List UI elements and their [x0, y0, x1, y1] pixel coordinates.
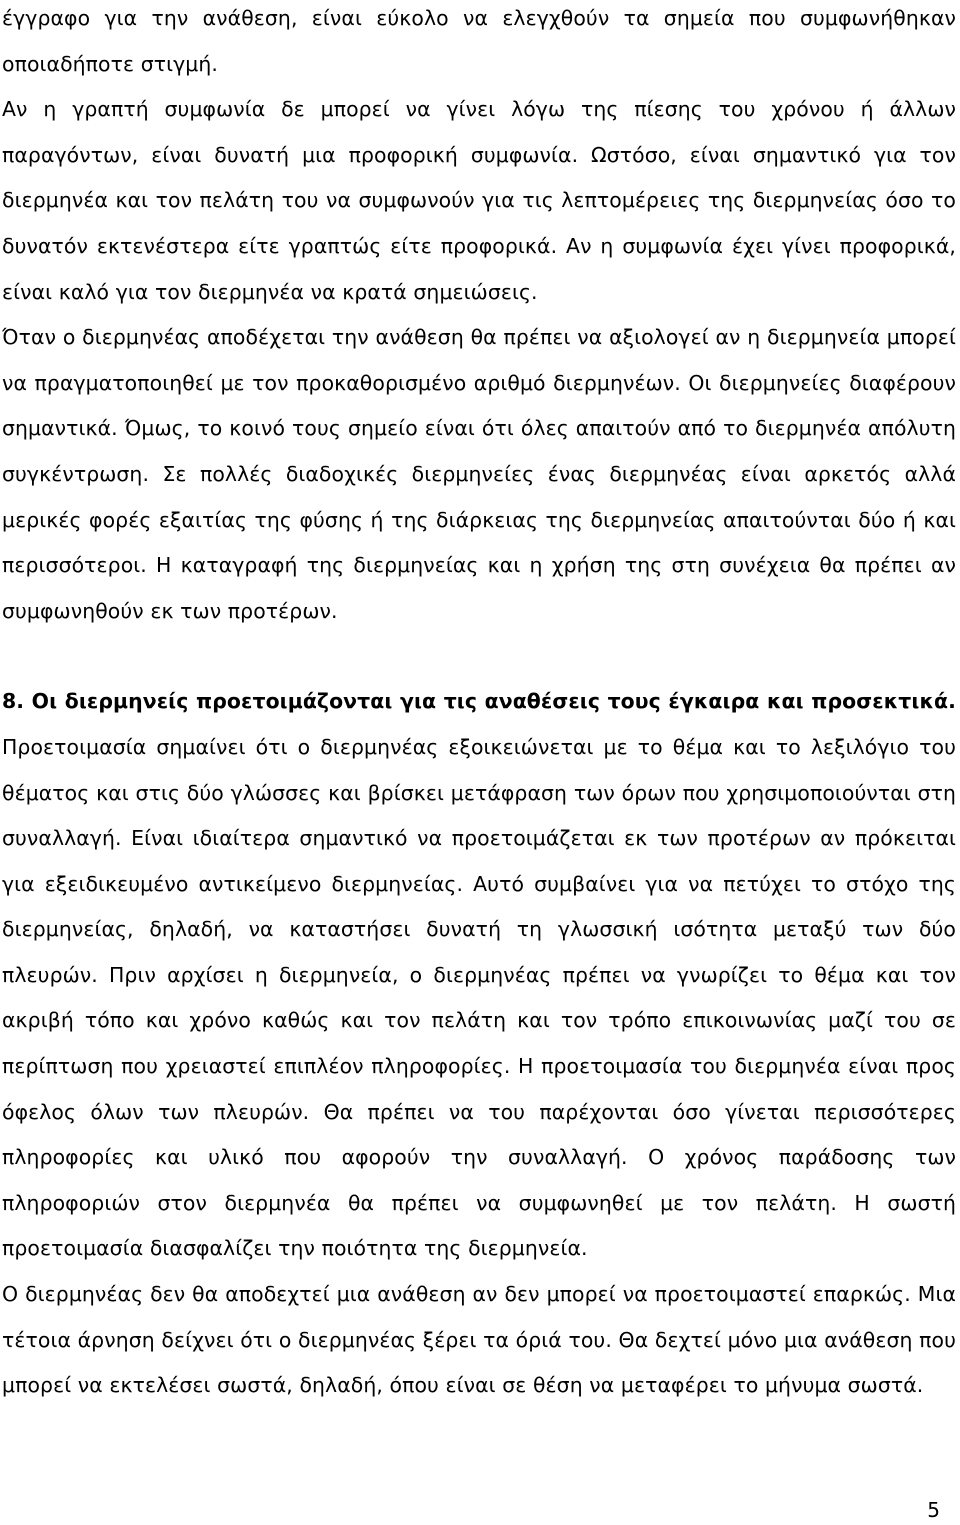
document-body	[2, 0, 956, 1409]
paragraph: Ο διερμηνέας δεν θα αποδεχτεί μια ανάθεση αν δεν μπορεί να προετοιμαστεί επαρκώς. Μια τέτοια άρνηση δείχνει ότι ο διερμηνέας ξέρει τα όριά του. Θα δεχτεί μόνο μια ανάθεση που μπορεί να εκτελέσει σωστά, δηλαδή, όπου είναι σε θέση να μεταφέρει το μήνυμα σωστά.	[2, 1282, 956, 1398]
paragraph: Όταν ο διερμηνέας αποδέχεται την ανάθεση θα πρέπει να αξιολογεί αν η διερμηνεία μπορεί να πραγματοποιηθεί με τον προκαθορισμένο αριθμό διερμηνέων. Οι διερμηνείες διαφέρουν σημαντικά. Όμως, το κοινό τους σημείο είναι ότι όλες απαιτούν από το διερμηνέα απόλυτη συγκέντρωση. Σε πολλές διαδοχικές διερμηνείες ένας διερμηνέας είναι αρκετός αλλά μερικές φορές εξαιτίας της φύσης ή της διάρκειας της διερμηνείας απαιτούνται δύο ή και περισσότεροι. Η καταγραφή της διερμηνείας και η χρήση της στη συνέχεια θα πρέπει αν συμφωνηθούν εκ των προτέρων.	[2, 325, 956, 623]
section-8-paragraph	[2, 679, 956, 1272]
section-8-heading: 8. Οι διερμηνείς προετοιμάζονται για τις αναθέσεις τους έγκαιρα και προσεκτικά.	[2, 689, 956, 714]
page-number: 5	[927, 1498, 940, 1522]
paragraph-spacer	[2, 634, 956, 679]
section-8-body: Προετοιμασία σημαίνει ότι ο διερμηνέας εξοικειώνεται με το θέμα και το λεξιλόγιο του θέματος και στις δύο γλώσσες και βρίσκει μετάφραση των όρων που χρησιμοποιούνται στη συναλλαγή. Είναι ιδιαίτερα σημαντικό να προετοιμάζεται εκ των προτέρων αν πρόκειται για εξειδικευμένο αντικείμενο διερμηνείας. Αυτό συμβαίνει για να πετύχει το στόχο της διερμηνείας, δηλαδή, να καταστήσει δυνατή τη γλωσσική ισότητα μεταξύ των δύο πλευρών. Πριν αρχίσει η διερμηνεία, ο διερμηνέας πρέπει να γνωρίζει το θέμα και τον ακριβή τόπο και χρόνο καθώς και τον πελάτη και τον τρόπο επικοινωνίας μαζί του σε περίπτωση που χρειαστεί επιπλέον πληροφορίες. Η προετοιμασία του διερμηνέα είναι προς όφελος όλων των πλευρών. Θα πρέπει να του παρέχονται όσο γίνεται περισσότερες πληροφορίες και υλικό που αφορούν την συναλλαγή. Ο χρόνος παράδοσης των πληροφοριών στον διερμηνέα θα πρέπει να συμφωνηθεί με τον πελάτη. Η σωστή προετοιμασία διασφαλίζει την ποιότητα της διερμηνεία.	[2, 734, 956, 1261]
paragraph: έγγραφο για την ανάθεση, είναι εύκολο να ελεγχθούν τα σημεία που συμφωνήθηκαν οποιαδήποτε στιγμή.	[2, 6, 956, 76]
paragraph: Αν η γραπτή συμφωνία δε μπορεί να γίνει λόγω της πίεσης του χρόνου ή άλλων παραγόντων, είναι δυνατή μια προφορική συμφωνία. Ωστόσο, είναι σημαντικό για τον διερμηνέα και τον πελάτη του να συμφωνούν για τις λεπτομέρειες της διερμηνείας όσο το δυνατόν εκτενέστερα είτε γραπτώς είτε προφορικά. Αν η συμφωνία έχει γίνει προφορικά, είναι καλό για τον διερμηνέα να κρατά σημειώσεις.	[2, 97, 956, 304]
